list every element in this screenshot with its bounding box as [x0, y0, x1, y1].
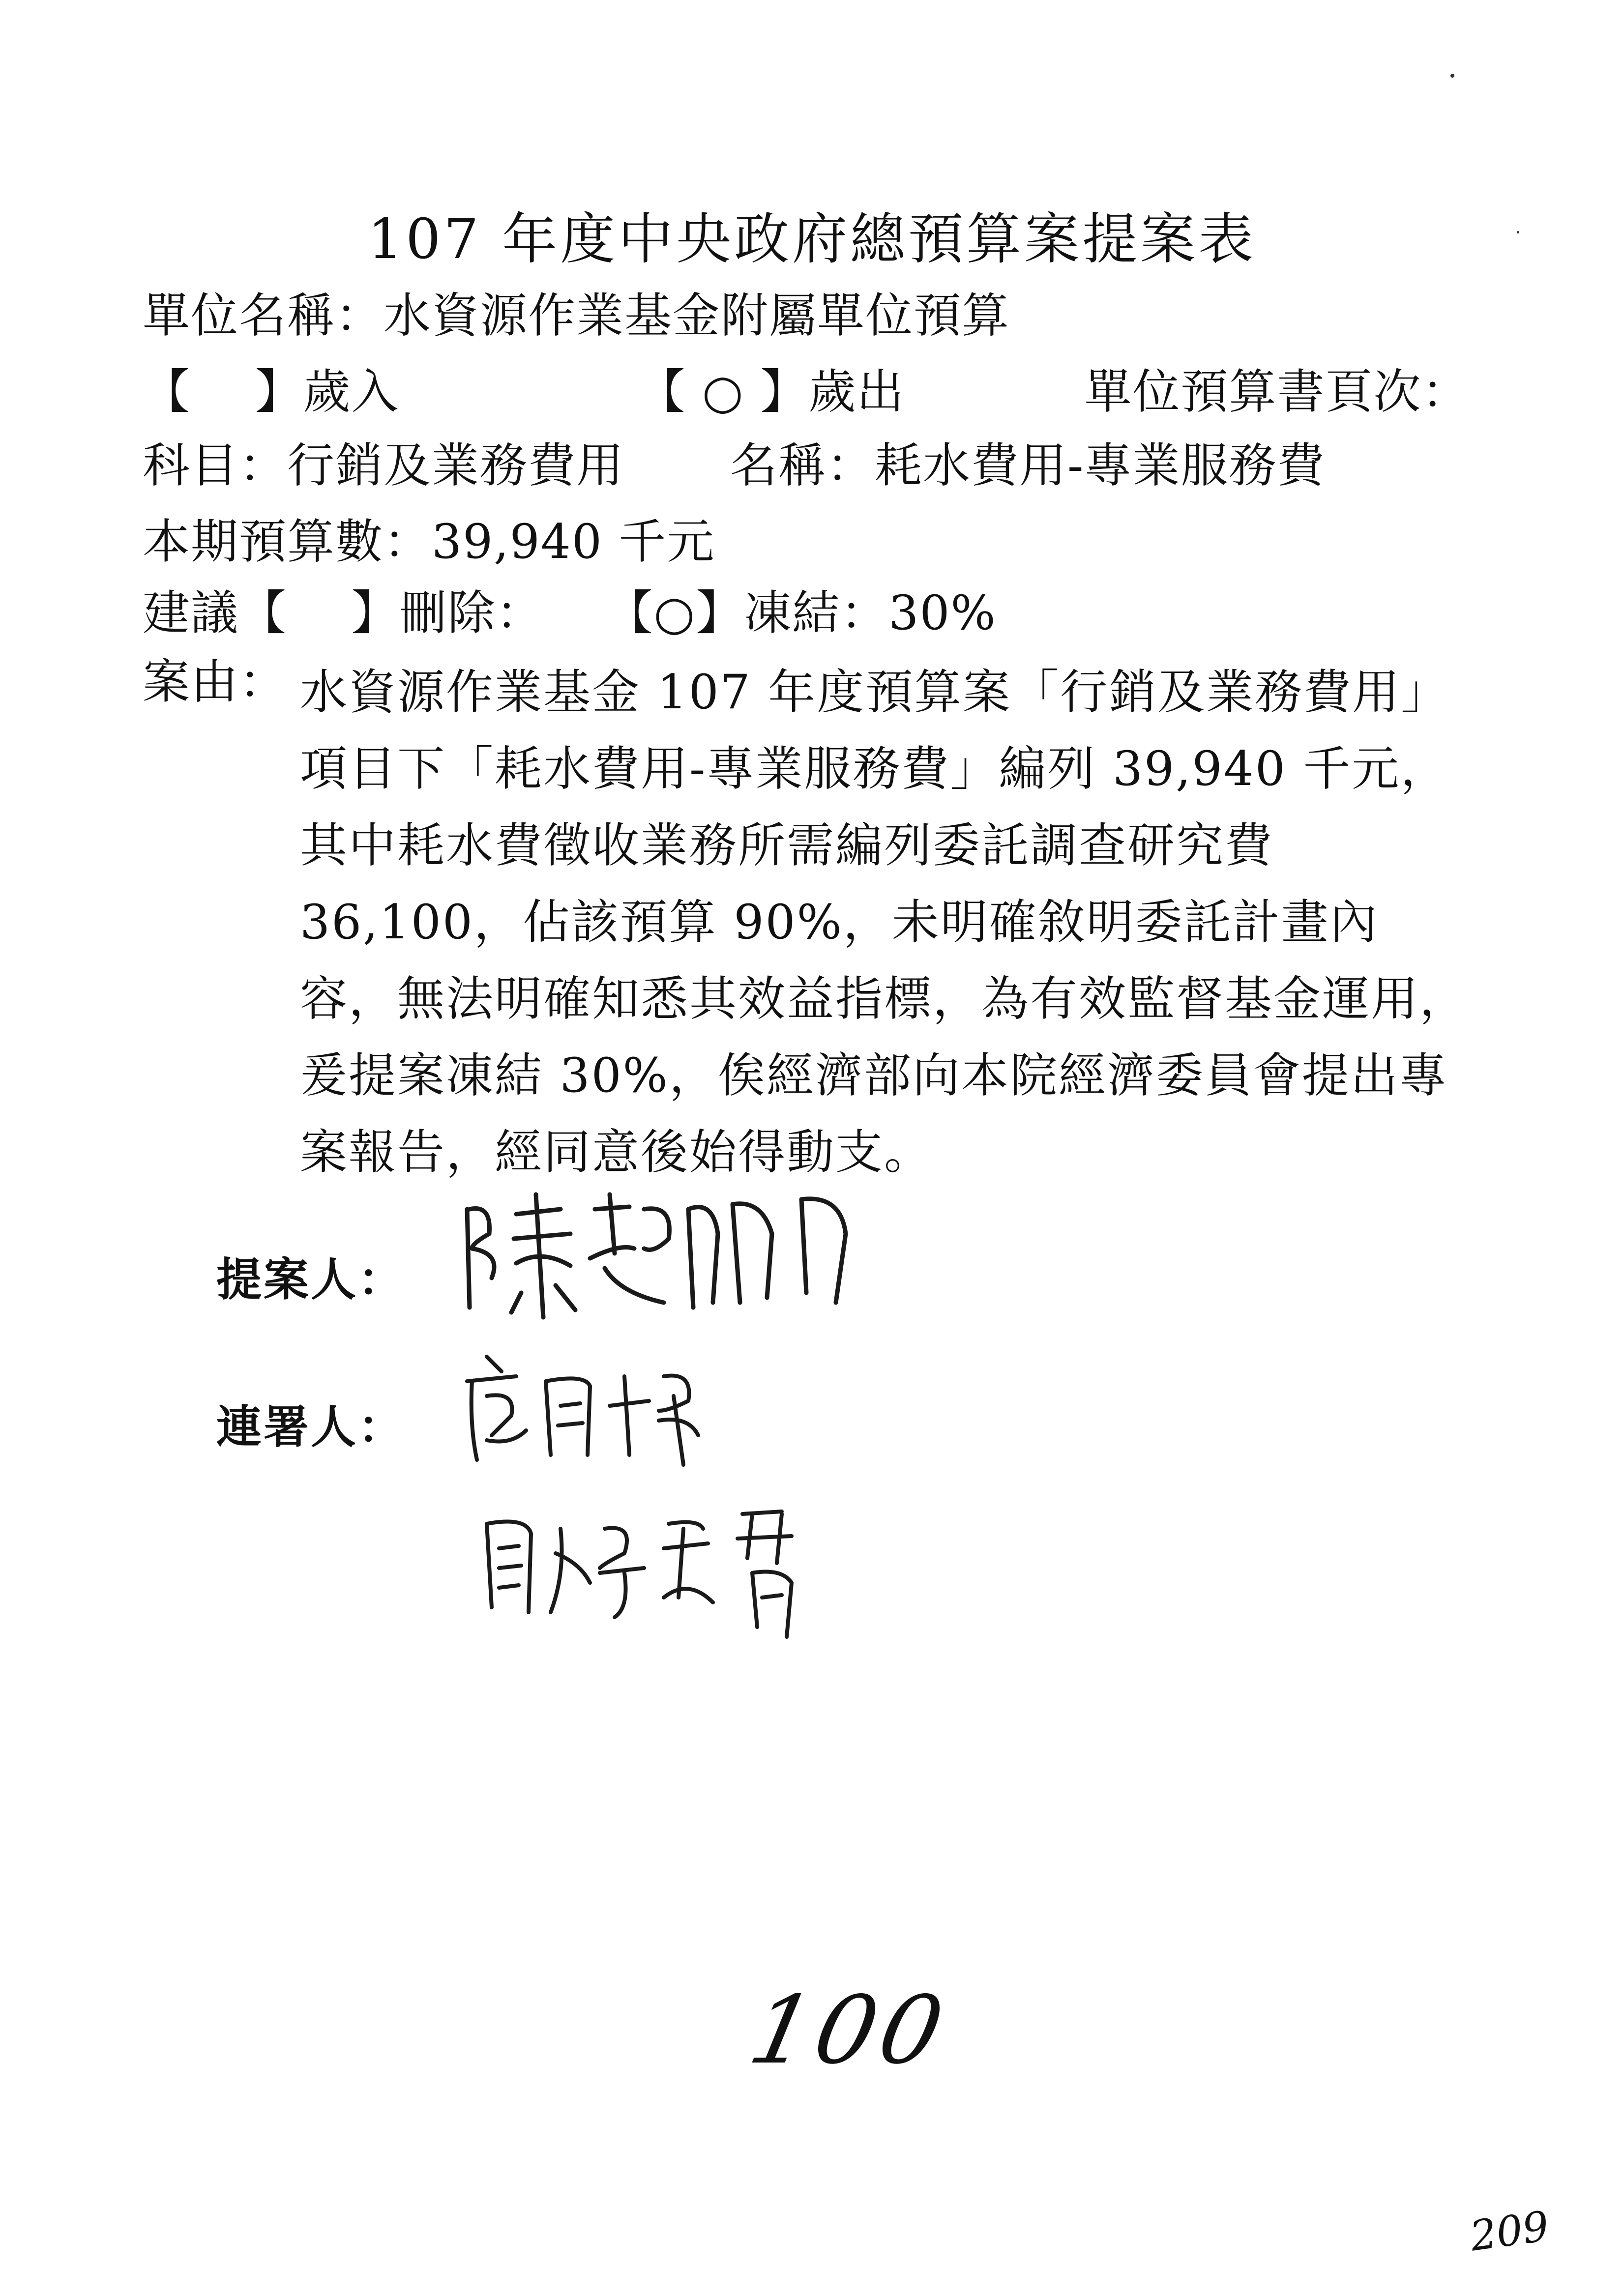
proposer-signature [457, 1180, 860, 1327]
proposer-label: 提案人： [216, 1253, 406, 1306]
delete-label: 刪除： [399, 585, 544, 640]
cosigners-label: 連署人： [216, 1401, 406, 1453]
unit-name-value: 水資源作業基金附屬單位預算 [384, 288, 1010, 343]
subject-row [143, 437, 1325, 494]
expense-checkbox: 【 ○ 】 [638, 364, 809, 419]
subject-label: 科目： [143, 438, 287, 493]
handwritten-page-number: 209 [1467, 2202, 1552, 2261]
income-checkbox: 【 】 [143, 364, 303, 419]
cosigner-signature-1 [457, 1347, 801, 1470]
freeze-checkbox: 【○】 [605, 585, 744, 640]
subject-value: 行銷及業務費用 [287, 438, 624, 493]
budget-amount-label: 本期預算數： [143, 514, 432, 569]
unit-name-label: 單位名稱： [143, 288, 384, 343]
freeze-label: 凍結：30% [744, 585, 997, 640]
suggestion-label: 建議 [143, 585, 239, 640]
item-name-value: 耗水費用-專業服務費 [875, 438, 1326, 493]
budget-amount-row [143, 514, 715, 570]
budget-type-row [143, 364, 1470, 420]
scan-speck [1450, 74, 1454, 78]
income-label: 歲入 [303, 364, 400, 419]
delete-checkbox: 【 】 [239, 585, 400, 640]
reason-label: 案由： [143, 654, 287, 709]
handwritten-sheet-number: 100 [740, 1976, 957, 2085]
form-title: 107 年度中央政府總預算案提案表 [367, 207, 1257, 271]
budget-amount-value: 39,940 千元 [432, 514, 715, 569]
item-name-label: 名稱： [730, 438, 875, 493]
suggestion-row [143, 585, 997, 641]
unit-name-row [143, 288, 1010, 344]
cosigner-signature-2 [477, 1499, 870, 1647]
expense-label: 歲出 [808, 364, 905, 419]
reason-text: 水資源作業基金 107 年度預算案「行銷及業務費用」項目下「耗水費用-專業服務費」編列 39,940 千元，其中耗水費徵收業務所需編列委託調查研究費 36,100，佔該預算 90%，未明確敘明委託計畫內容，無法明確知悉其效益指標，為有效監督基金運用，爰提案凍結 30%，俟經濟部向本院經濟委員會提出專案報告，經同意後始得動支。 [300, 665, 1468, 1180]
budget-book-page-label: 單位預算書頁次： [1084, 364, 1470, 419]
